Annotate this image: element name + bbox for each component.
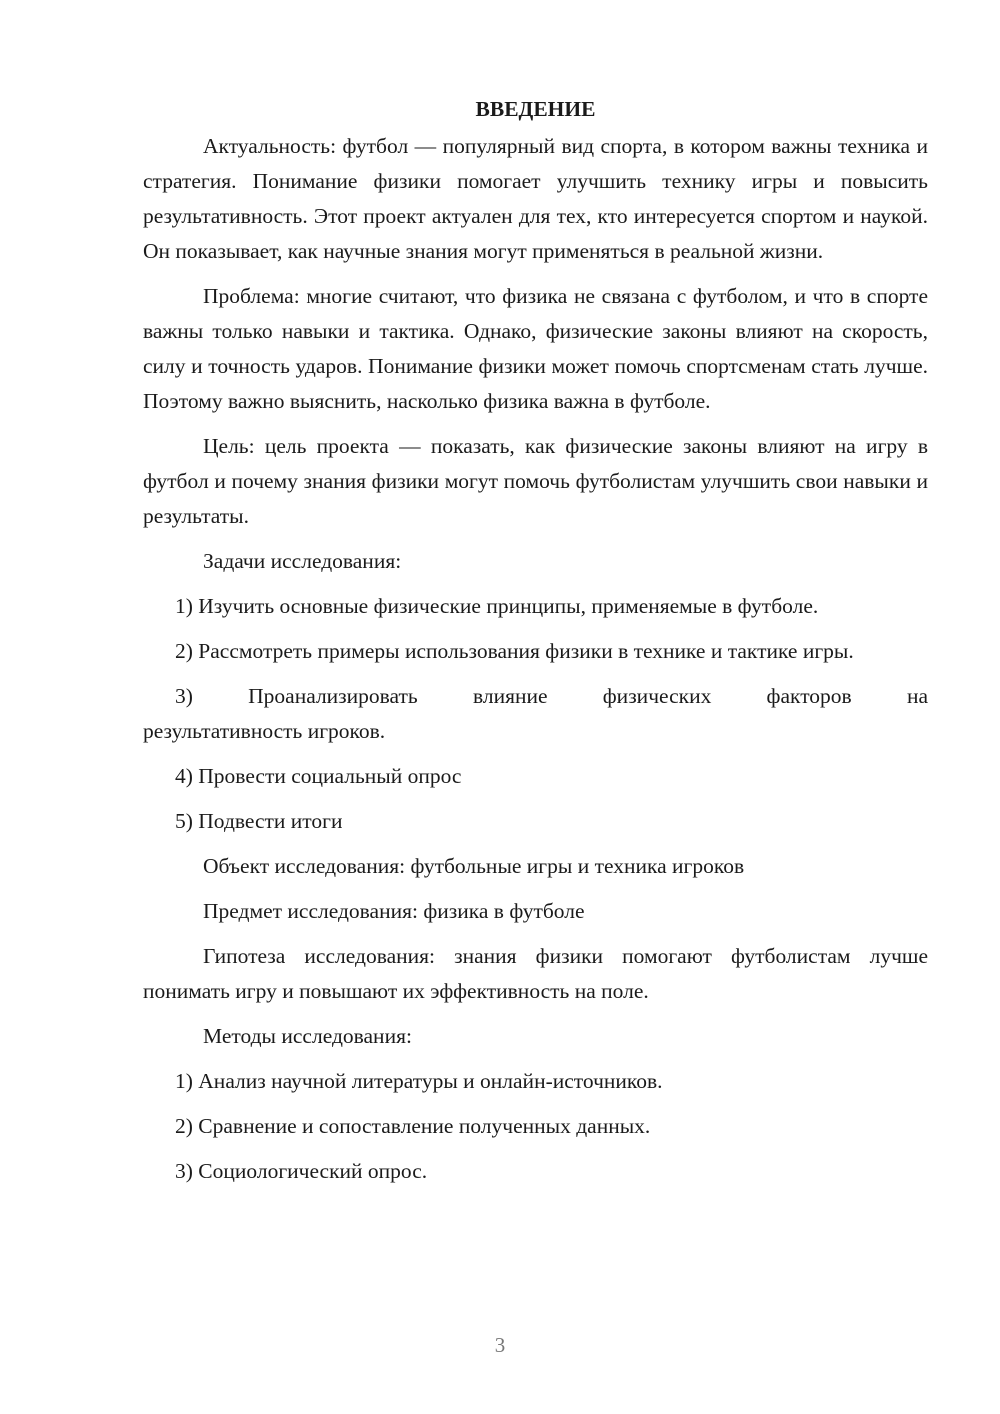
paragraph-problem: Проблема: многие считают, что физика не связана с футболом, и что в спорте важны только навыки и тактика. Однако, физические законы влияют на скорость, силу и точность ударов. Понимание физики может помочь спортсменам стать лучше. Поэтому важно выяснить, насколько физика важна в футболе. (143, 284, 928, 413)
task-item-5: 5) Подвести итоги (175, 809, 343, 833)
task-item-1: 1) Изучить основные физические принципы, применяемые в футболе. (175, 594, 819, 618)
task-item-3-continuation: результативность игроков. (143, 719, 386, 743)
tasks-label: Задачи исследования: (203, 549, 402, 573)
paragraph-relevance: Актуальность: футбол — популярный вид спорта, в котором важны техника и стратегия. Понимание физики помогает улучшить технику игры и повысить результативность. Этот проект актуален для тех, кто интересуется спортом и наукой. Он показывает, как научные знания могут применяться в реальной жизни. (143, 134, 928, 263)
task-item-2: 2) Рассмотреть примеры использования физики в технике и тактике игры. (175, 639, 854, 663)
research-hypothesis: Гипотеза исследования: знания физики помогают футболистам лучше понимать игру и повышают их эффективность на поле. (143, 944, 928, 1003)
methods-label: Методы исследования: (203, 1024, 412, 1048)
paragraph-goal: Цель: цель проекта — показать, как физические законы влияют на игру в футбол и почему знания физики могут помочь футболистам улучшить свои навыки и результаты. (143, 434, 928, 528)
task-item-4: 4) Провести социальный опрос (175, 764, 462, 788)
section-heading: ВВЕДЕНИЕ (475, 97, 596, 121)
method-item-2: 2) Сравнение и сопоставление полученных данных. (175, 1114, 651, 1138)
research-object: Объект исследования: футбольные игры и техника игроков (203, 854, 745, 878)
method-item-3: 3) Социологический опрос. (175, 1159, 428, 1183)
task-item-3: 3) Проанализировать влияние физических факторов на (175, 684, 928, 708)
document-page (143, 92, 928, 1199)
method-item-1: 1) Анализ научной литературы и онлайн-источников. (175, 1069, 663, 1093)
page-number: 3 (494, 1333, 506, 1357)
research-subject: Предмет исследования: физика в футболе (203, 899, 585, 923)
